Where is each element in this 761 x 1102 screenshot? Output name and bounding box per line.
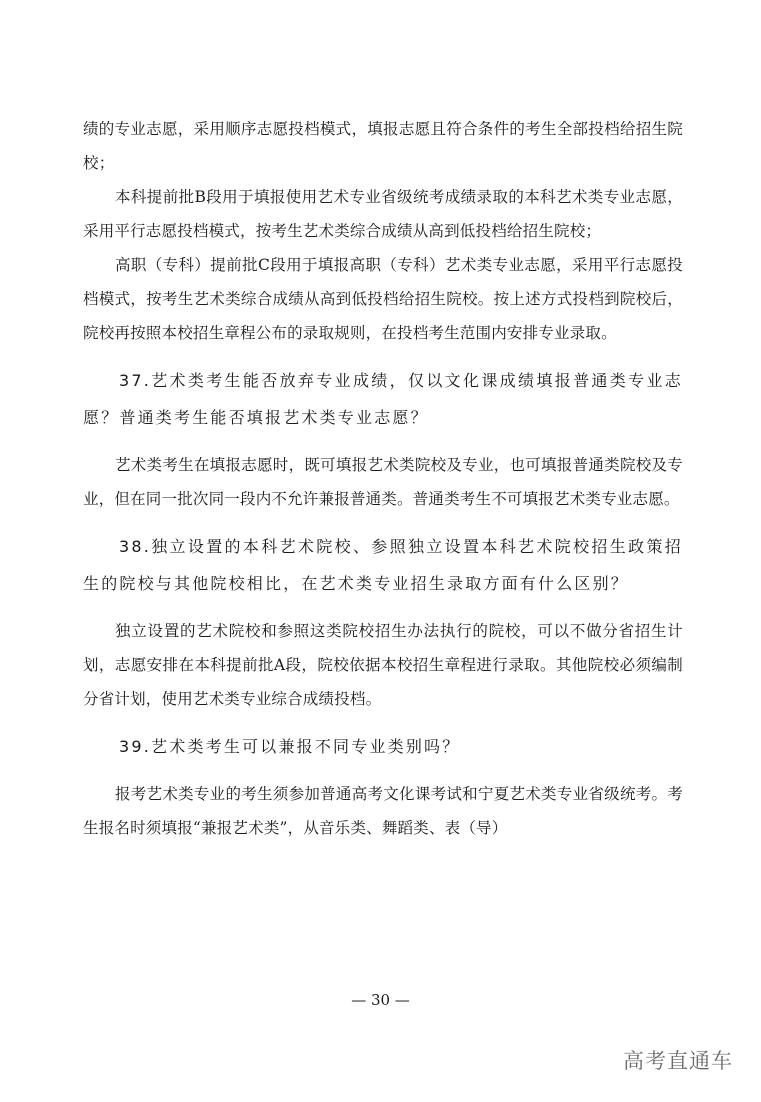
paragraph-batch-c: 高职（专科）提前批C段用于填报高职（专科）艺术类专业志愿，采用平行志愿投档模式，按考生艺术类综合成绩从高到低投档给招生院校。按上述方式投档到院校后，院校再按照本校招生章程公布的录取规则，在投档考生范围内安排专业录取。 bbox=[83, 256, 683, 342]
question-38: 38.独立设置的本科艺术院校、参照独立设置本科艺术院校招生政策招生的院校与其他院校相比，在艺术类专业招生录取方面有什么区别？ bbox=[83, 537, 683, 593]
answer-37: 艺术类考生在填报志愿时，既可填报艺术类院校及专业，也可填报普通类院校及专业，但在同一批次同一段内不允许兼报普通类。普通类考生不可填报艺术类专业志愿。 bbox=[83, 456, 683, 508]
watermark-text: 高考直通车 bbox=[623, 1049, 733, 1073]
page-number: — 30 — bbox=[351, 991, 410, 1009]
answer-39: 报考艺术类专业的考生须参加普通高考文化课考试和宁夏艺术类专业省级统考。考生报名时须填报“兼报艺术类”，从音乐类、舞蹈类、表（导） bbox=[83, 785, 683, 837]
question-37: 37.艺术类考生能否放弃专业成绩，仅以文化课成绩填报普通类专业志愿？普通类考生能否填报艺术类专业志愿？ bbox=[83, 371, 683, 427]
question-39: 39.艺术类考生可以兼报不同专业类别吗？ bbox=[119, 737, 461, 756]
paragraph-batch-b: 本科提前批B段用于填报使用艺术专业省级统考成绩录取的本科艺术类专业志愿，采用平行志愿投档模式，按考生艺术类综合成绩从高到低投档给招生院校； bbox=[83, 188, 683, 240]
paragraph-continued: 绩的专业志愿，采用顺序志愿投档模式，填报志愿且符合条件的考生全部投档给招生院校； bbox=[83, 120, 683, 172]
page-content bbox=[83, 112, 683, 845]
answer-38: 独立设置的艺术院校和参照这类院校招生办法执行的院校，可以不做分省招生计划，志愿安排在本科提前批A段，院校依据本校招生章程进行录取。其他院校必须编制分省计划，使用艺术类专业综合成绩投档。 bbox=[83, 622, 683, 708]
